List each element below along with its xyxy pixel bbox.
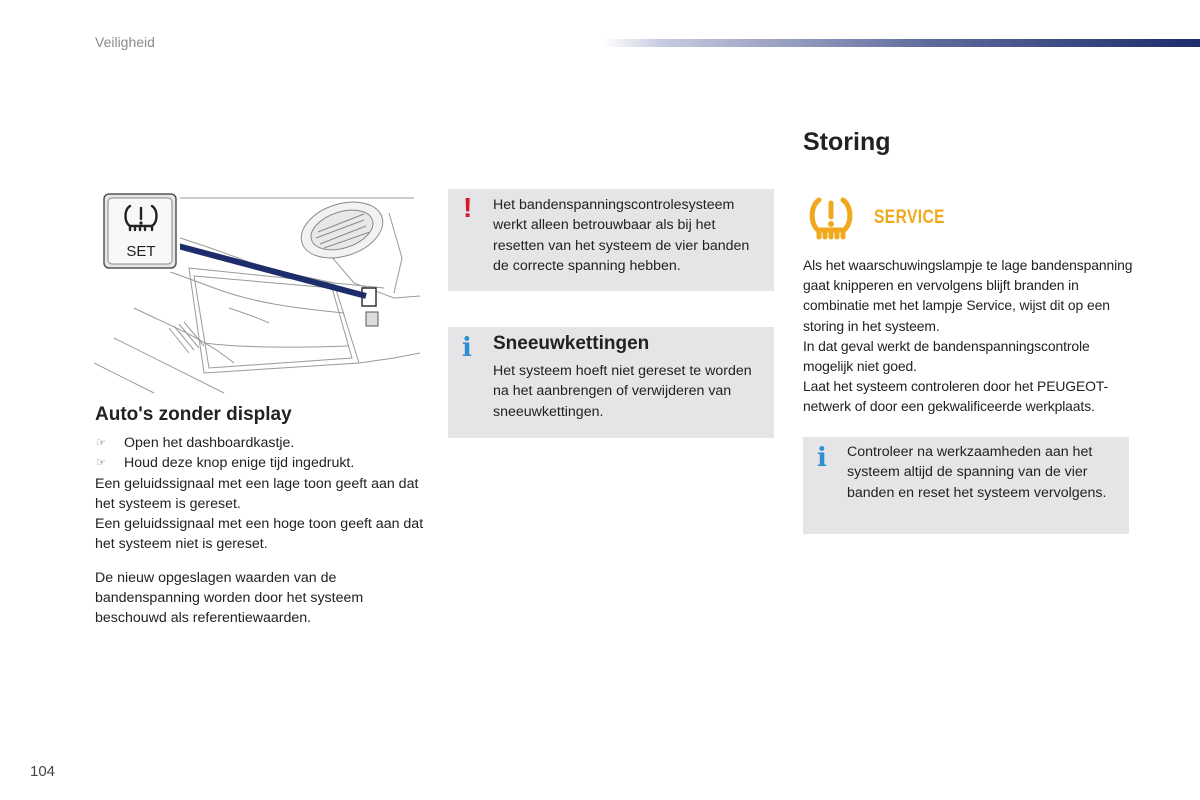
sneeuwkettingen-text: Het systeem hoeft niet gereset te worden na het aanbrengen of verwijderen van sneeuwkettingen.	[493, 363, 752, 420]
warning-icon: !	[463, 192, 473, 223]
paragraph: In dat geval werkt de bandenspanningscontrole mogelijk niet goed.	[803, 337, 1090, 375]
step-text: Open het dashboardkastje.	[124, 435, 295, 451]
paragraph: Een geluidssignaal met een hoge toon geeft aan dat het systeem niet is gereset.	[95, 516, 424, 553]
step-text: Houd deze knop enige tijd ingedrukt.	[124, 455, 355, 472]
warning-text: Het bandenspanningscontrolesysteem werkt alleen betrouwbaar als bij het resetten van het systeem de vier banden de correcte spanning hebben.	[493, 197, 750, 274]
hand-pointer-icon: ☞	[96, 437, 106, 449]
step-item	[95, 453, 425, 473]
paragraph: Laat het systeem controleren door het PEUGEOT-netwerk of door een gekwalificeerde werkplaats.	[803, 378, 1109, 415]
paragraph: De nieuw opgeslagen waarden van de bandenspanning worden door het systeem beschouwd als referentiewaarden.	[95, 569, 364, 627]
tire-pressure-warning-icon	[806, 194, 856, 242]
hand-pointer-icon: ☞	[96, 457, 106, 470]
page-number: 104	[30, 763, 56, 780]
info-icon: i	[462, 333, 472, 363]
set-button-label: SET	[126, 243, 156, 260]
heading-storing: Storing	[803, 128, 891, 156]
storing-body	[803, 255, 1133, 417]
storing-info-text: Controleer na werkzaamheden aan het systeem altijd de spanning van de vier banden en reset het systeem vervolgens.	[847, 444, 1107, 501]
section-title: Veiligheid	[95, 34, 155, 50]
heading-auto-zonder-display: Auto's zonder display	[95, 404, 292, 425]
info-icon: i	[817, 443, 827, 473]
heading-sneeuwkettingen: Sneeuwkettingen	[493, 333, 650, 354]
step-item	[95, 433, 425, 453]
header-bar	[602, 39, 1200, 47]
paragraph: Als het waarschuwingslampje te lage bandenspanning gaat knipperen en vervolgens blijft branden in combinatie met het lampje Service, wijst dit op een storing in het systeem.	[803, 257, 1133, 334]
service-warning-label: SERVICE	[874, 207, 945, 228]
paragraph: Een geluidssignaal met een lage toon geeft aan dat het systeem is gereset.	[95, 475, 419, 512]
glovebox-illustration	[94, 188, 420, 398]
auto-zonder-display-body	[95, 433, 425, 629]
